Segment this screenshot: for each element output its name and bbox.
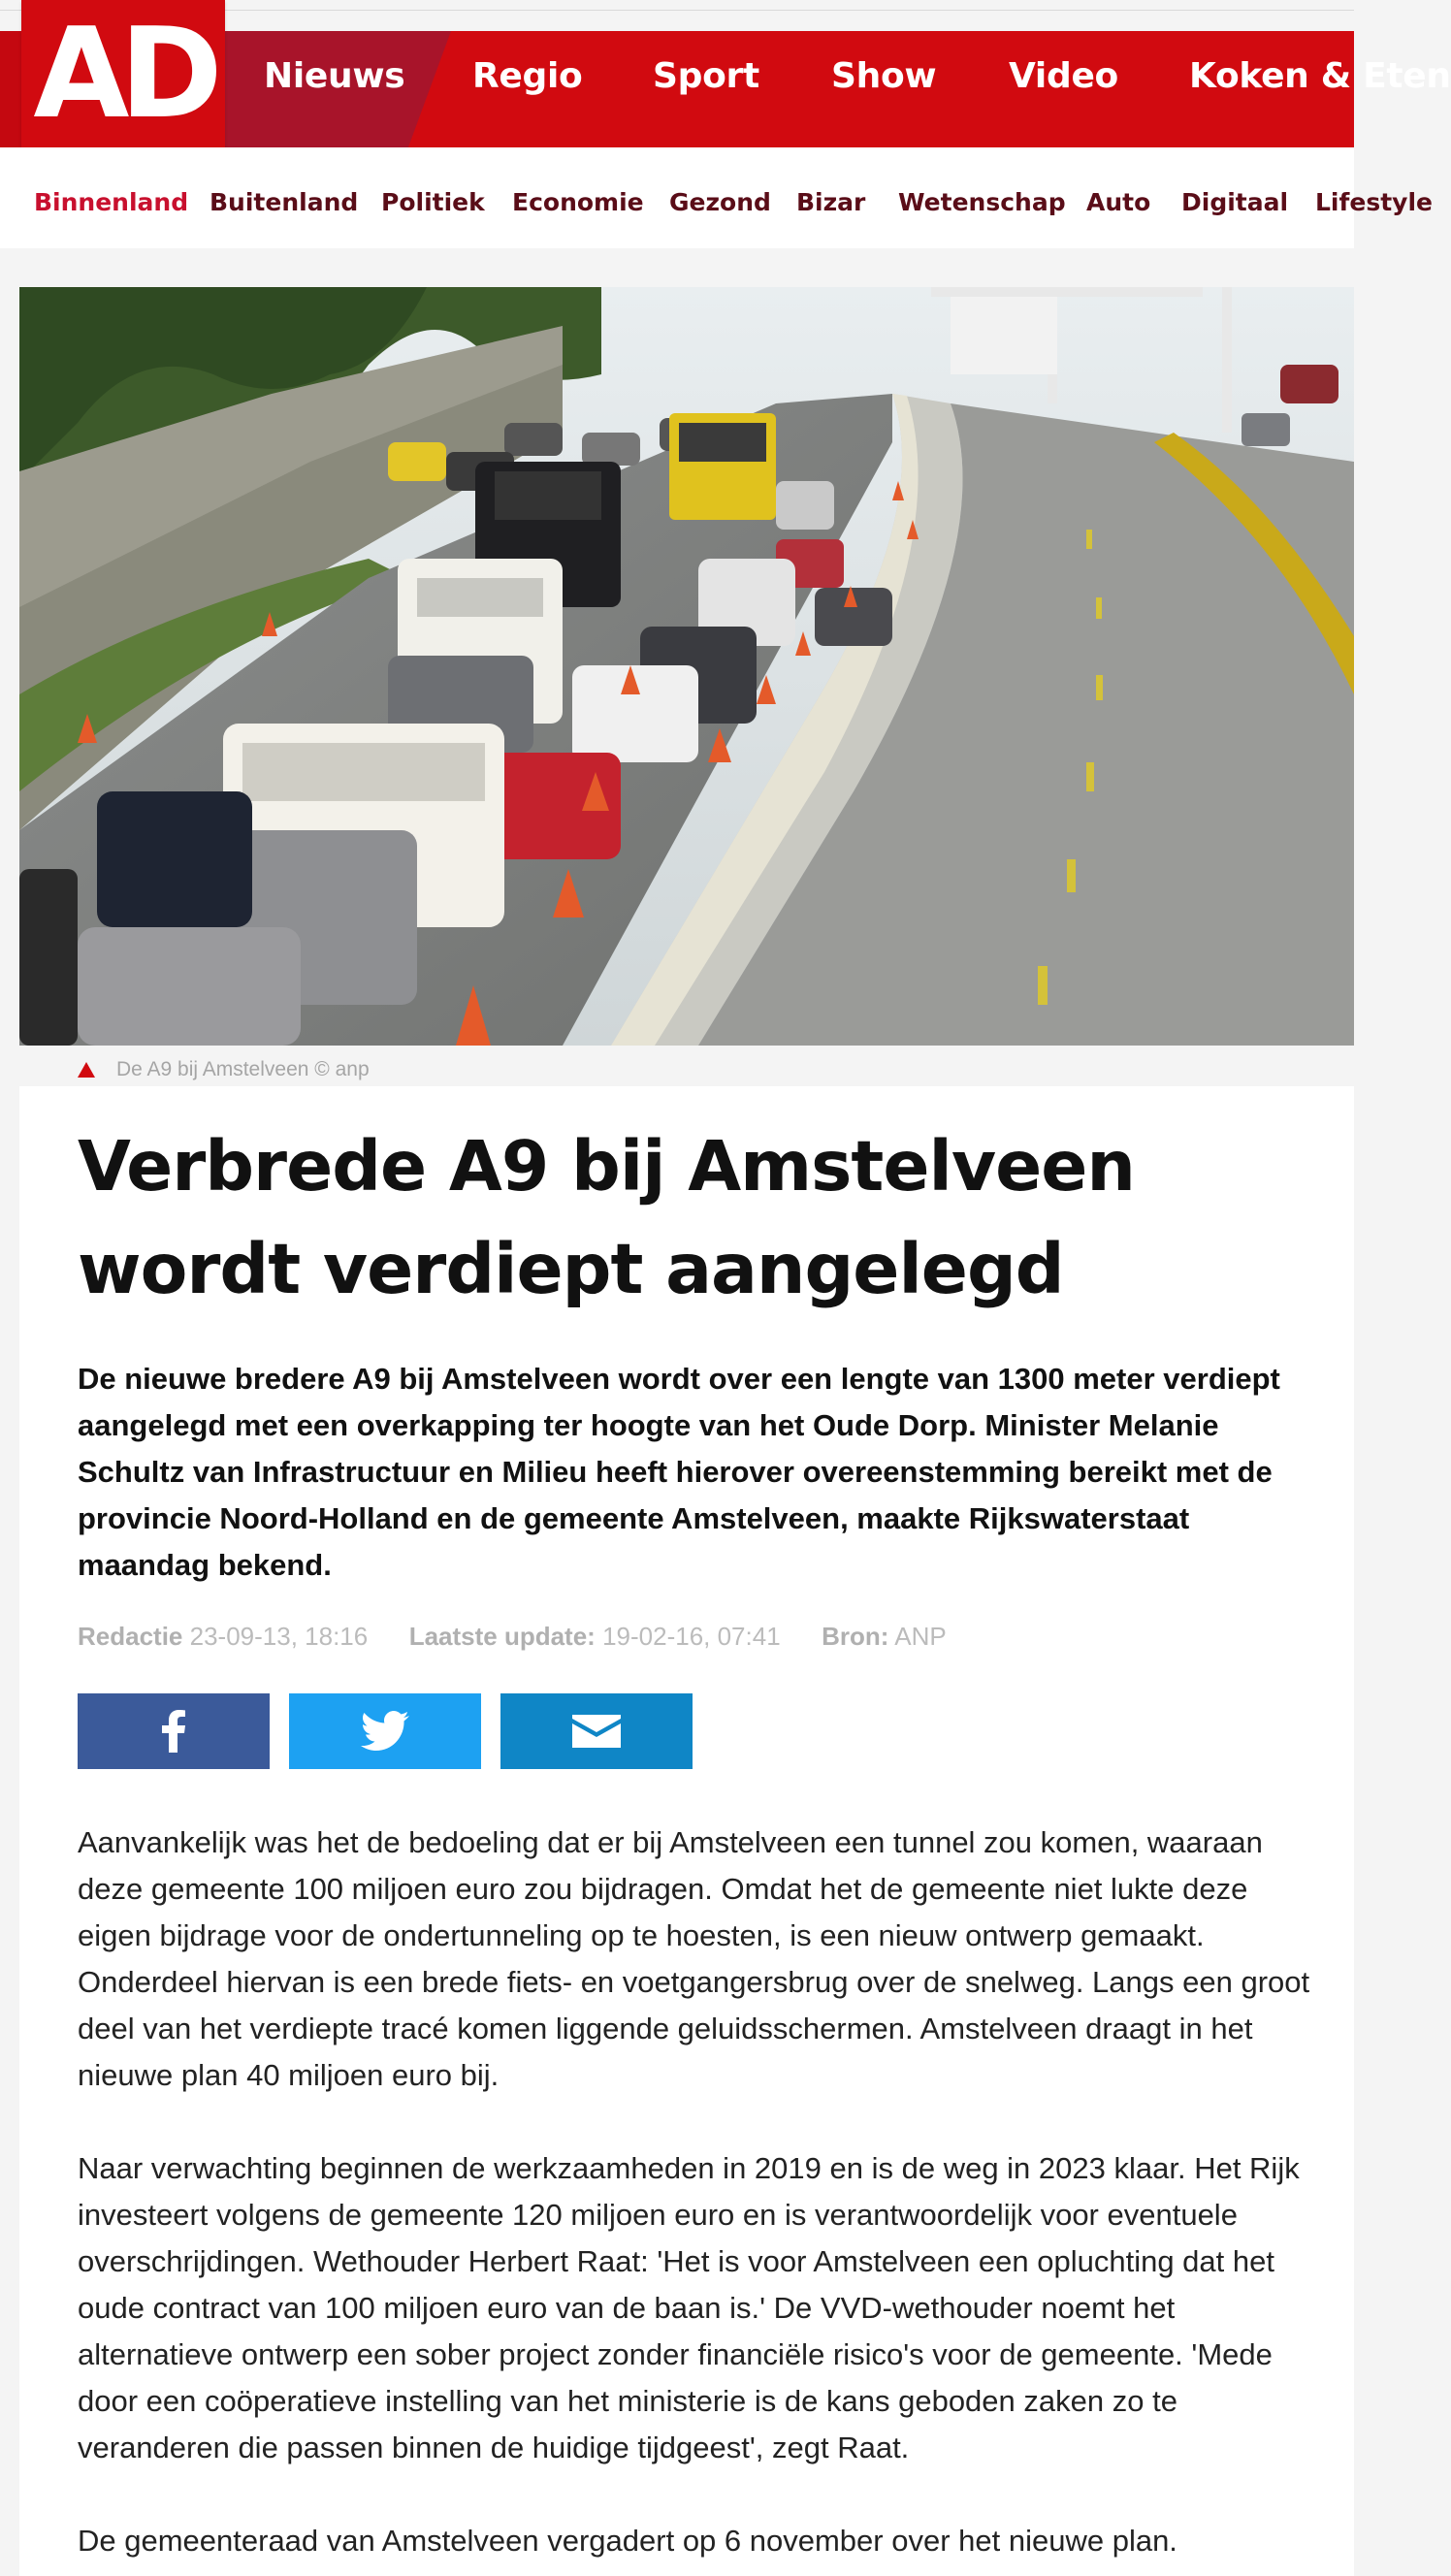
subnav-item-economie[interactable]: Economie: [512, 188, 644, 216]
nav-item-koken-eten[interactable]: Koken & Eten: [1189, 56, 1451, 96]
subnav-item-wetenschap[interactable]: Wetenschap: [898, 188, 1066, 216]
subnav-item-politiek[interactable]: Politiek: [381, 188, 485, 216]
highway-traffic-photo-icon: [19, 287, 1354, 1046]
caption-text: De A9 bij Amstelveen © anp: [116, 1058, 370, 1080]
meta-update: 19-02-16, 07:41: [602, 1622, 781, 1651]
sub-nav: [0, 147, 1433, 248]
nav-item-nieuws[interactable]: Nieuws: [264, 56, 405, 96]
meta-date: 23-09-13, 18:16: [189, 1622, 369, 1651]
article-paragraph: De gemeenteraad van Amstelveen vergadert op 6 november over het nieuwe plan.: [78, 2524, 1177, 2558]
subnav-item-digitaal[interactable]: Digitaal: [1181, 188, 1289, 216]
subnav-item-gezond[interactable]: Gezond: [669, 188, 771, 216]
subnav-item-bizar[interactable]: Bizar: [796, 188, 866, 216]
subnav-item-lifestyle[interactable]: Lifestyle: [1315, 188, 1433, 216]
image-caption: [78, 1055, 370, 1084]
subnav-item-buitenland[interactable]: Buitenland: [210, 188, 359, 216]
share-twitter-button[interactable]: [289, 1693, 481, 1769]
facebook-icon: [161, 1710, 186, 1753]
nav-item-regio[interactable]: Regio: [472, 56, 583, 96]
article-meta: [78, 1622, 947, 1652]
subnav-item-binnenland[interactable]: Binnenland: [34, 188, 189, 216]
hero-image[interactable]: [19, 287, 1354, 1046]
nav-item-video[interactable]: Video: [1009, 56, 1118, 96]
share-facebook-button[interactable]: [78, 1693, 270, 1769]
article-paragraph: Aanvankelijk was het de bedoeling dat er bij Amstelveen een tunnel zou komen, waaraan deze gemeente 100 miljoen euro zou bijdragen. Omdat het de gemeente niet lukte deze eigen bijdrage voor de ondertunneling op te hoesten, is een nieuw ontwerp gemaakt. Onderdeel hiervan is een brede fiets- en voetgangersbrug over de snelweg. Langs een groot deel van het verdiepte tracé komen liggende geluidsschermen. Amstelveen draagt in het nieuwe plan 40 miljoen euro bij.: [78, 1825, 1310, 2092]
meta-author-label: Redactie: [78, 1622, 183, 1651]
nav-item-show[interactable]: Show: [831, 56, 937, 96]
twitter-icon: [361, 1711, 409, 1752]
share-mail-button[interactable]: [500, 1693, 693, 1769]
nav-left-accent: [0, 31, 21, 147]
meta-update-label: Laatste update:: [408, 1622, 596, 1651]
mail-icon: [572, 1715, 621, 1748]
subnav-item-auto[interactable]: Auto: [1086, 188, 1151, 216]
caption-triangle-icon: [78, 1062, 95, 1078]
meta-source-label: Bron:: [822, 1622, 889, 1651]
article-paragraph: Naar verwachting beginnen de werkzaamheden in 2019 en is de weg in 2023 klaar. Het Rijk investeert volgens de gemeente 120 miljoen euro en is verantwoordelijk voor eventuele overschrijdingen. Wethouder Herbert Raat: 'Het is voor Amstelveen een opluchting dat het oude contract van 100 miljoen euro van de baan is.' De VVD-wethouder noemt het alternatieve ontwerp een sober project zonder financiële risico's voor de gemeente. 'Mede door een coöperatieve instelling van het ministerie is de kans geboden zaken zo te veranderen die passen binnen de huidige tijdgeest', zegt Raat.: [78, 2151, 1300, 2464]
ad-logo[interactable]: [21, 0, 225, 167]
ad-logo-icon: [21, 0, 225, 167]
meta-source: ANP: [894, 1622, 947, 1651]
article-intro: De nieuwe bredere A9 bij Amstelveen wordt over een lengte van 1300 meter verdiept aangelegd met een overkapping ter hoogte van het Oude Dorp. Minister Melanie Schultz van Infrastructuur en Milieu heeft hierover overeenstemming bereikt met de provincie Noord-Holland en de gemeente Amstelveen, maakte Rijkswaterstaat maandag bekend.: [78, 1362, 1280, 1582]
nav-item-sport[interactable]: Sport: [653, 56, 759, 96]
svg-text:AD: AD: [33, 2, 213, 146]
article-title: Verbrede A9 bij Amstelveen wordt verdiept aangelegd: [78, 1126, 1135, 1309]
